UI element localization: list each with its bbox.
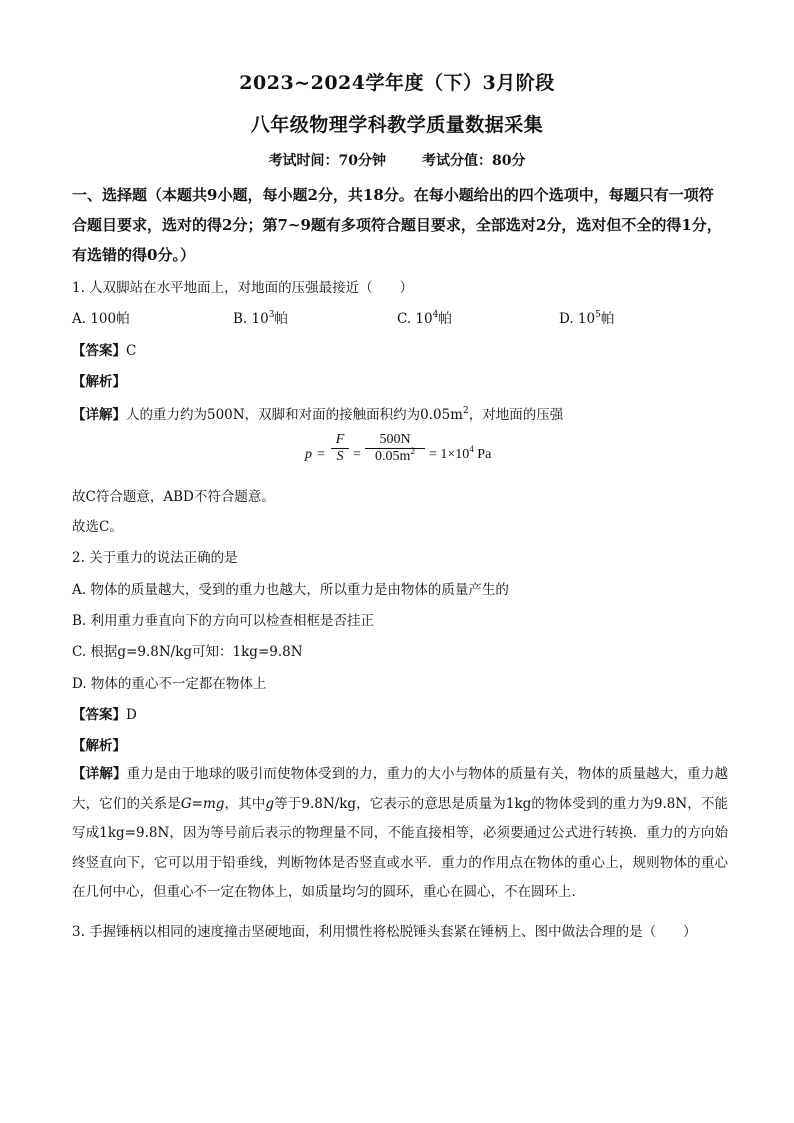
q2-stem: 2. 关于重力的说法正确的是 <box>72 550 238 566</box>
q1-detail: 【详解】人的重力约为500N，双脚和对面的接触面积约为$0.05m^2$，对地面的压强 <box>72 406 564 423</box>
q1-conclusion: 故C符合题意，ABD不符合题意。 <box>72 489 275 505</box>
q1-stem: 1. 人双脚站在水平地面上，对地面的压强最接近（ ） <box>72 280 414 296</box>
q1-analysis-label: 【解析】 <box>72 374 126 390</box>
exam-meta <box>0 150 794 170</box>
q2-detail: 【详解】重力是由于地球的吸引而使物体受到的力，重力的大小与物体的质量有关，物体的质量越大，重力越大，它们的关系是G=mg，其中g等于9.8N/kg，它表示的意思是质量为1kg的物体受到的重力为9.8N，不能写成1kg=9.8N，因为等号前后表示的物理量不同，不能直接相等，必须要通过公式进行转换．重力的方向始终竖直向下，它可以用于铅垂线，判断物体是否竖直或水平．重力的作用点在物体的重心上，规则物体的重心在几何中心，但重心不一定在物体上，如质量均匀的圆环，重心在圆心，不在圆环上． <box>72 766 729 900</box>
exam-title-line1: 2023~2024学年度（下）3月阶段 <box>239 72 555 94</box>
q1-pressure-formula: p = $\frac{F}{S}$ = $\frac{500N}{0.05m^2}$ = $1\times 10^4$ Pa <box>305 432 492 464</box>
q1-answer: 【答案】C <box>72 343 137 359</box>
q1-choose: 故选C。 <box>72 519 123 535</box>
q1-option-b: B. $10^3$帕 <box>233 310 288 327</box>
q2-option-b: B. 利用重力垂直向下的方向可以检查相框是否挂正 <box>72 613 375 629</box>
q1-option-c: C. $10^4$帕 <box>397 310 452 327</box>
q3-stem: 3. 手握锤柄以相同的速度撞击坚硬地面，利用惯性将松脱锤头套紧在锤柄上、图中做法合理的是（ ） <box>72 924 697 940</box>
q1-option-a: A. 100帕 <box>72 311 130 327</box>
q2-option-d: D. 物体的重心不一定都在物体上 <box>72 676 267 692</box>
q2-option-c: C. 根据g=9.8N/kg可知：1kg=9.8N <box>72 644 303 660</box>
exam-score: 考试分值：80分 <box>422 153 526 169</box>
q2-option-a: A. 物体的质量越大，受到的重力也越大，所以重力是由物体的质量产生的 <box>72 582 509 598</box>
exam-title-line2: 八年级物理学科教学质量数据采集 <box>250 114 544 136</box>
q2-analysis-label: 【解析】 <box>72 738 126 754</box>
q2-answer: 【答案】D <box>72 707 137 723</box>
exam-time: 考试时间：70分钟 <box>268 153 386 169</box>
section-instructions: 一、选择题（本题共9小题，每小题2分，共18分。在每小题给出的四个选项中，每题只有一项符合题目要求，选对的得2分；第7~9题有多项符合题目要求，全部选对2分，选对但不全的得1分，有选错的得0分。） <box>72 186 722 264</box>
q1-option-d: D. $10^5$帕 <box>559 310 615 327</box>
